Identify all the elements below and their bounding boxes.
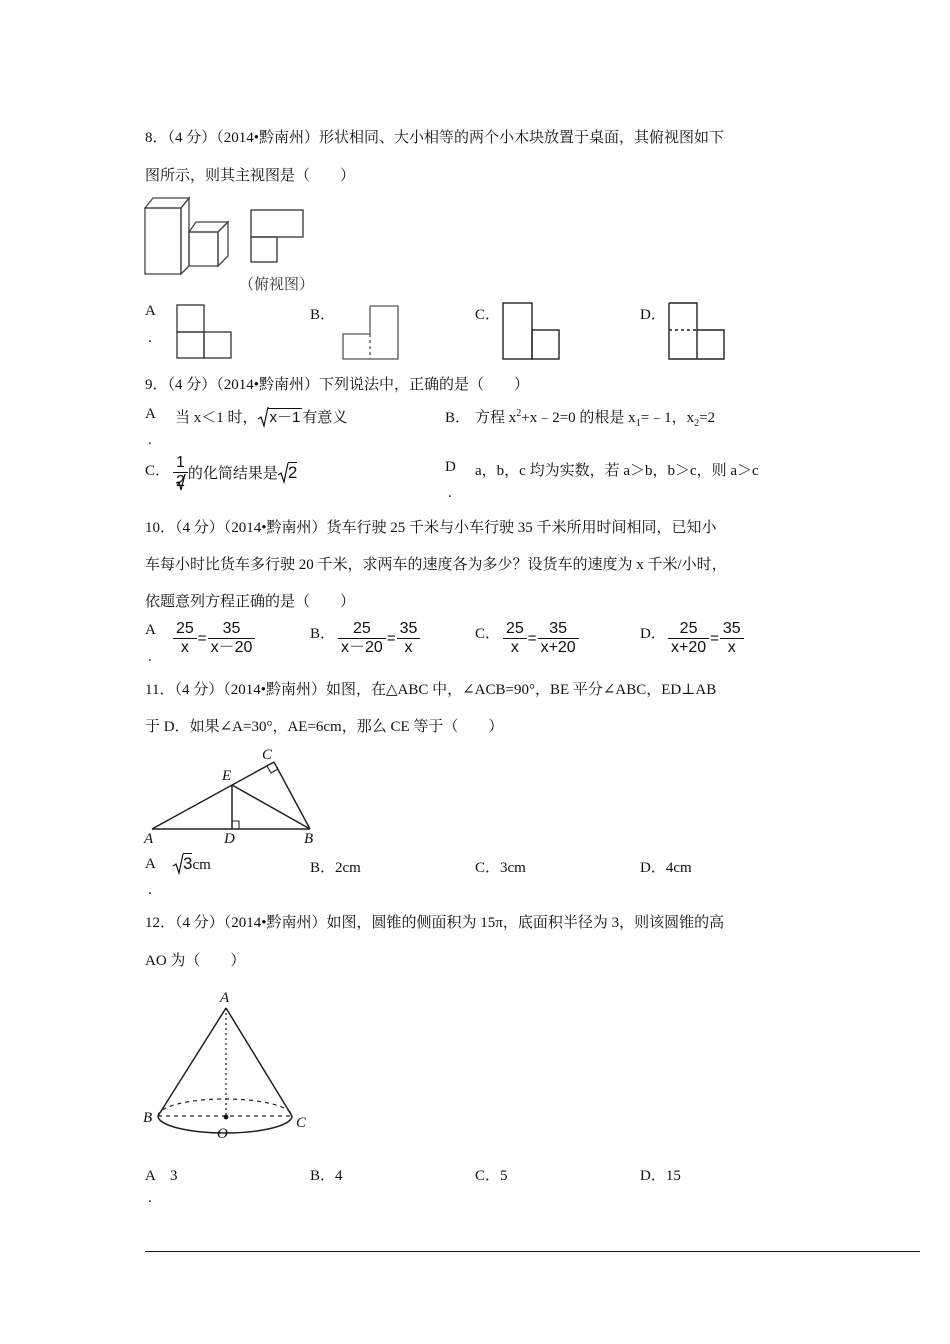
q8-stem-line1: 8．（4 分）（2014•黔南州）形状相同、大小相等的两个小木块放置于桌面，其俯视图如下: [145, 130, 725, 146]
q10-c-n2: 35: [538, 620, 579, 639]
q9-c-text: 的化简结果是: [187, 466, 278, 482]
q11-option-a-dot: .: [148, 882, 152, 898]
q8-option-c-label: C．: [475, 307, 501, 323]
q8-stem-line2: 图所示，则其主视图是（ ）: [145, 168, 356, 184]
q11-triangle-figure: [140, 745, 330, 850]
q11-a-unit: cm: [192, 857, 211, 873]
q10-d-d1: x+20: [671, 639, 707, 656]
q8-option-b-figure[interactable]: [342, 304, 402, 362]
q10-option-a-label: A: [145, 622, 156, 638]
q10-option-b-label: B．: [310, 626, 336, 642]
q10-c-d1: x: [510, 639, 519, 656]
q11-option-c[interactable]: C．3cm: [475, 860, 526, 876]
q9-a-radicand: x－1: [269, 409, 301, 426]
q10-option-d-label: D．: [640, 626, 666, 642]
q10-b-n2: 35: [397, 620, 421, 639]
q9-c-denominator: [173, 473, 188, 491]
q10-a-n1: 25: [173, 620, 197, 639]
radical-sign-icon: [278, 462, 288, 484]
q8-option-a-dot: .: [148, 330, 152, 346]
q9-b-sup: 2: [516, 408, 522, 419]
q9-option-a-label: A: [145, 406, 156, 422]
q9-b-text1: 方程 x: [475, 410, 517, 426]
q10-c-eq: =: [527, 630, 537, 647]
q10-option-a[interactable]: [173, 620, 255, 657]
q11-stem-line1: 11．（4 分）（2014•黔南州）如图，在△ABC 中，∠ACB=90°，BE 平分∠ABC，ED⊥AB: [145, 682, 717, 698]
q11-point-d: D: [224, 831, 235, 847]
q10-stem-line1: 10．（4 分）（2014•黔南州）货车行驶 25 千米与小车行驶 35 千米所用时间相同，已知小: [145, 520, 717, 536]
q10-option-c[interactable]: [503, 620, 579, 657]
q10-d-n1: 25: [668, 620, 709, 639]
q8-option-a-label: A: [145, 303, 156, 319]
q12-point-o: O: [217, 1126, 228, 1142]
q8-option-d-figure[interactable]: [668, 302, 728, 362]
q12-option-c[interactable]: C．5: [475, 1168, 508, 1184]
q10-c-frac1: [503, 620, 527, 657]
q10-d-n2: 35: [720, 620, 744, 639]
q9-option-d[interactable]: a，b，c 均为实数，若 a＞b，b＞c，则 a＞c: [475, 463, 759, 479]
q10-option-b[interactable]: [338, 620, 420, 657]
q10-b-frac1: [338, 620, 386, 657]
q10-a-d1: x: [180, 639, 189, 656]
q12-option-d[interactable]: D．15: [640, 1168, 681, 1184]
q10-d-eq: =: [710, 630, 719, 647]
q8-top-view-label: （俯视图）: [239, 277, 315, 293]
q10-a-frac1: [173, 620, 197, 657]
q10-d-frac2: [720, 620, 744, 657]
q8-blocks-figure: [143, 196, 238, 276]
q10-a-frac2: [208, 620, 256, 657]
q9-a-text1: 当 x＜1 时，: [175, 410, 258, 426]
q9-option-d-label: D: [445, 459, 456, 475]
q9-b-sub2: 2: [694, 418, 700, 429]
q9-option-a[interactable]: [175, 406, 347, 428]
q10-d-frac1: [668, 620, 709, 657]
q12-option-b[interactable]: B．4: [310, 1168, 343, 1184]
q10-b-d1: x－20: [341, 639, 383, 656]
q10-a-eq: =: [197, 630, 207, 647]
q12-cone-figure: [140, 988, 315, 1143]
radical-sign-icon: [173, 853, 183, 875]
q9-option-b[interactable]: [475, 406, 715, 429]
q12-stem-line2: AO 为（ ）: [145, 953, 246, 969]
q11-point-c: C: [262, 747, 273, 763]
q10-d-d2: x: [727, 639, 736, 656]
q9-c-numerator: 1: [173, 454, 188, 473]
q9-stem: 9．（4 分）（2014•黔南州）下列说法中，正确的是（ ）: [145, 377, 530, 393]
q12-point-c: C: [296, 1115, 307, 1131]
q10-b-d2: x: [404, 639, 413, 656]
q10-b-n1: 25: [338, 620, 386, 639]
q10-stem-line3: 依题意列方程正确的是（ ）: [145, 594, 356, 610]
q9-option-c[interactable]: [173, 454, 297, 491]
q9-option-d-dot: .: [448, 485, 452, 501]
q10-option-d[interactable]: [668, 620, 744, 657]
q8-option-c-figure[interactable]: [502, 302, 562, 362]
q9-b-text2: +x﹣2=0 的根是 x: [521, 410, 636, 426]
q11-a-radicand: 3: [183, 854, 193, 873]
q9-option-c-label: C．: [145, 463, 171, 479]
page-footer-rule: [145, 1251, 920, 1252]
q11-point-e: E: [222, 768, 232, 784]
q12-stem-line1: 12．（4 分）（2014•黔南州）如图，圆锥的侧面积为 15π，底面积半径为 3，则该圆锥的高: [145, 915, 725, 931]
q9-a-text2: 有意义: [302, 410, 348, 426]
q11-option-a-label: A: [145, 856, 156, 872]
q9-c-fraction: [173, 454, 188, 491]
q12-point-a: A: [220, 990, 230, 1006]
q12-point-b: B: [143, 1110, 153, 1126]
q11-option-a[interactable]: [173, 853, 211, 875]
q8-option-d-label: D．: [640, 307, 666, 323]
q8-option-b-label: B．: [310, 307, 336, 323]
q11-stem-line2: 于 D．如果∠A=30°，AE=6cm，那么 CE 等于（ ）: [145, 719, 504, 735]
q12-option-a[interactable]: A 3: [145, 1168, 178, 1184]
q9-c-den-radicand: 2: [176, 473, 185, 490]
q10-option-c-label: C．: [475, 626, 501, 642]
radical-sign-icon: [176, 473, 185, 491]
q9-b-text3: =﹣1，x: [640, 410, 695, 426]
q10-stem-line2: 车每小时比货车多行驶 20 千米，求两车的速度各为多少？设货车的速度为 x 千米/小时，: [145, 557, 727, 573]
q11-point-a: A: [144, 831, 154, 847]
q9-option-a-dot: .: [148, 432, 152, 448]
q11-point-b: B: [304, 831, 314, 847]
q10-a-d2: x－20: [210, 639, 253, 656]
q9-b-text4: =2: [699, 410, 716, 426]
q12-option-a-dot: .: [148, 1190, 152, 1206]
radical-sign-icon: [258, 406, 268, 428]
q10-c-n1: 25: [503, 620, 527, 639]
q10-c-frac2: [538, 620, 579, 657]
q10-b-eq: =: [386, 630, 396, 647]
q8-top-view-figure: [250, 208, 306, 264]
q9-option-b-label: B．: [445, 410, 471, 426]
q10-b-frac2: [397, 620, 421, 657]
q9-b-sub1: 1: [635, 418, 641, 429]
q10-a-n2: 35: [208, 620, 256, 639]
q11-option-b[interactable]: B．2cm: [310, 860, 361, 876]
q10-c-d2: x+20: [540, 639, 576, 656]
q11-option-d[interactable]: D．4cm: [640, 860, 692, 876]
q9-c-radicand: 2: [287, 462, 298, 482]
q8-option-a-figure[interactable]: [176, 303, 234, 361]
q10-option-a-dot: .: [148, 649, 152, 665]
